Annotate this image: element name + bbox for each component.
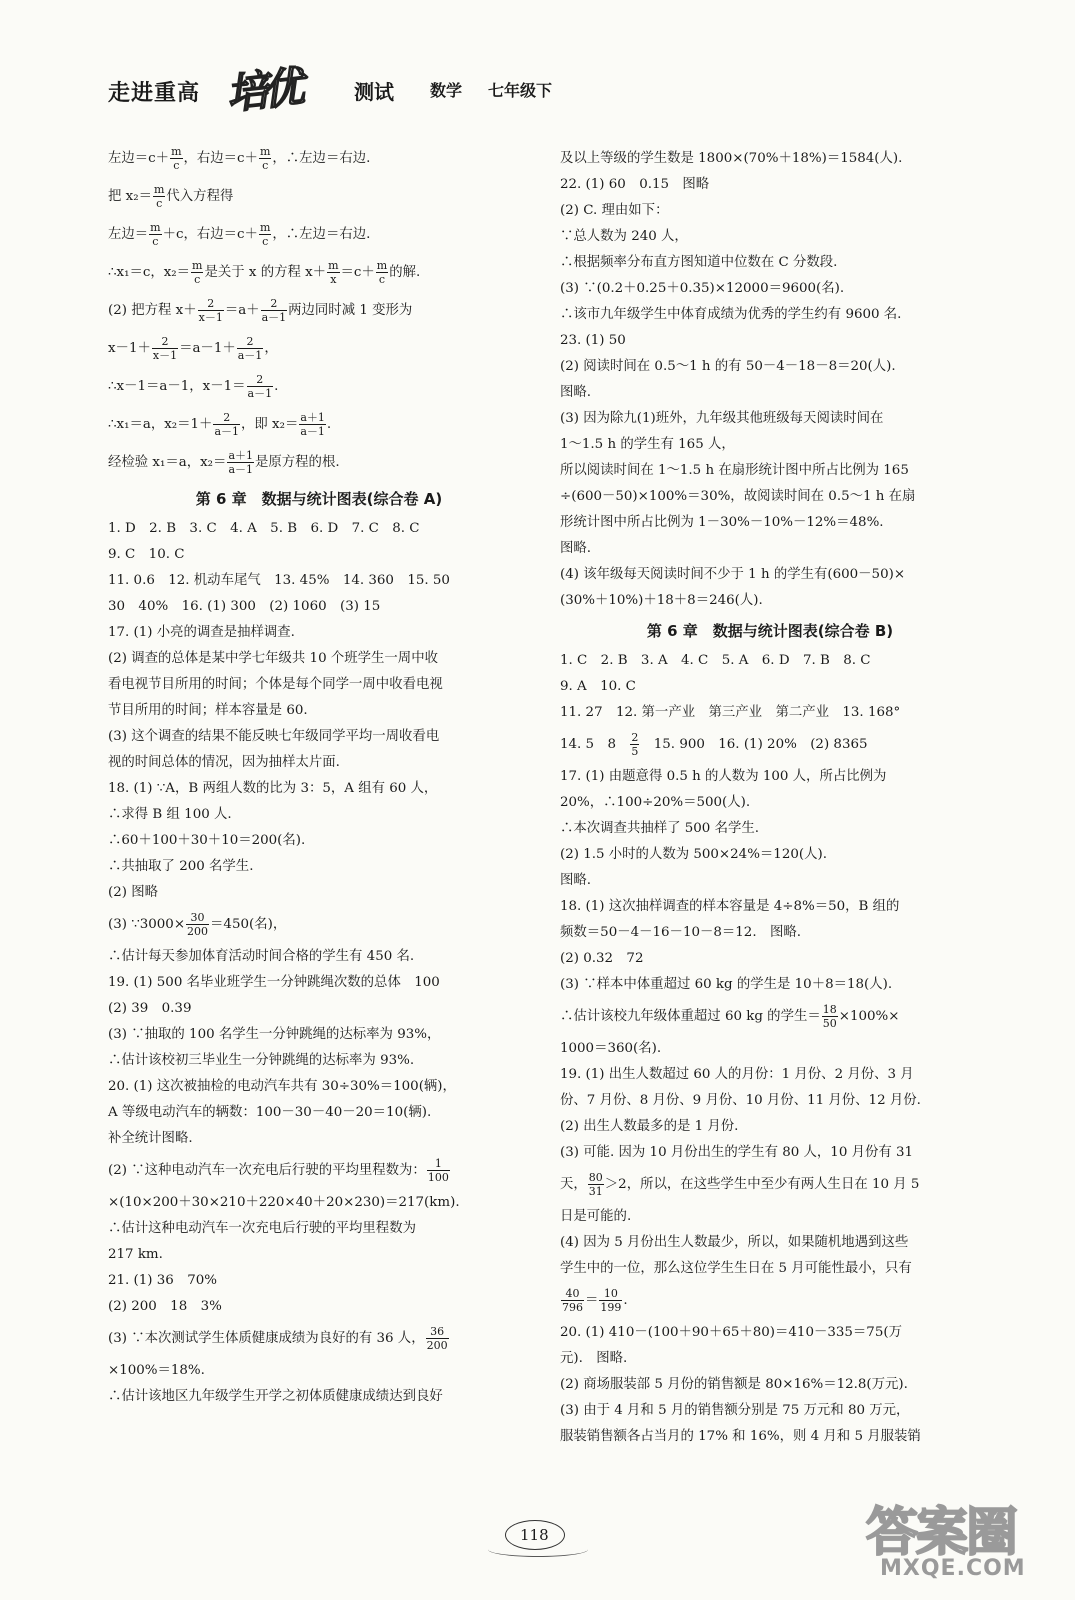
text-line: 1. D 2. B 3. C 4. A 5. B 6. D 7. C 8. C [108,521,420,536]
text-line: ∴x₁＝c，x₂＝ $\frac{m}{c}$ 是关于 x 的方程 x＋ $\frac{m}{x}$ ＝c＋ $\frac{m}{c}$ 的解. [108,259,421,286]
text-line: 9. A 10. C [560,679,636,694]
watermark-logo: 答案圈 [866,1503,1017,1563]
text-line: 20. (1) 这次被抽检的电动汽车共有 30÷30%＝100(辆)， [108,1079,456,1094]
text-line: ∴估计每天参加体育活动时间合格的学生有 450 名. [108,949,415,964]
text-line: 23. (1) 50 [560,333,626,348]
text-line: ∴估计该校初三毕业生一分钟跳绳的达标率为 93%. [108,1053,415,1068]
fraction: $\frac{m}{c}$ [171,145,182,172]
text-line: ∴求得 B 组 100 人. [108,807,232,822]
watermark-url: MXQE.COM [880,1556,1026,1581]
text-line: 21. (1) 36 70% [108,1273,217,1288]
subject-label: 数学 [430,81,463,100]
text-line: 19. (1) 出生人数超过 60 人的月份：1 月份、2 月份、3 月 [560,1067,914,1082]
fraction: $\frac{2}{a-1}$ [214,411,239,438]
text-line: 学生中的一位，那么这位学生生日在 5 月可能性最小，只有 [560,1261,912,1276]
fraction: $\frac{2}{x-1}$ [152,335,178,362]
text-line: (2) 图略 [108,885,159,900]
fraction: $\frac{m}{c}$ [376,259,388,286]
section-heading-b: 第 6 章 数据与统计图表(综合卷 B) [646,622,894,640]
text-line: 左边＝c＋ $\frac{m}{c}$ ，右边＝c＋ $\frac{m}{c}$ ，∴左边＝右边. [108,145,371,172]
text-line: 17. (1) 小亮的调查是抽样调查. [108,625,295,640]
text-line: 18. (1) 这次抽样调查的样本容量是 4÷8%＝50，B 组的 [560,899,900,914]
fraction: $\frac{m}{c}$ [150,221,161,248]
text-line: ∴估计该地区九年级学生开学之初体质健康成绩达到良好 [108,1389,443,1404]
fraction: $\frac{2}{5}$ [631,731,639,758]
text-line: (2) 商场服装部 5 月份的销售额是 80×16%＝12.8(万元). [560,1377,908,1392]
text-line: 把 x₂＝ $\frac{m}{c}$ 代入方程得 [108,183,234,210]
fraction: $\frac{2}{a-1}$ [237,335,263,362]
text-line: (2) C. 理由如下： [560,203,669,218]
text-line: 9. C 10. C [108,547,185,562]
text-line: 日是可能的. [560,1209,632,1224]
text-line: (3) ∵抽取的 100 名学生一分钟跳绳的达标率为 93%， [108,1027,441,1042]
text-line: 节目所用的时间；样本容量是 60. [108,703,308,718]
page-header [108,62,668,120]
text-line: 11. 0.6 12. 机动车尾气 13. 45% 14. 360 15. 50 [108,573,450,588]
text-line: (3) 这个调查的结果不能反映七年级同学平均一周收看电 [108,729,440,744]
fraction: $\frac{80}{31}$ [588,1171,603,1198]
right-column [560,146,980,1450]
fraction: $\frac{a+1}{a-1}$ [228,449,253,476]
text-line: (2) 0.32 72 [560,951,644,966]
text-line: (2) 39 0.39 [108,1001,192,1016]
text-line: (4) 因为 5 月份出生人数最少，所以，如果随机地遇到这些 [560,1235,909,1250]
text-line: 视的时间总体的情况，因为抽样太片面. [108,755,340,770]
text-line: 1000＝360(名). [560,1041,662,1056]
text-line: 11. 27 12. 第一产业 第三产业 第二产业 13. 168° [560,705,901,720]
text-line: ∴本次调查共抽样了 500 名学生. [560,821,760,836]
decorative-swirl [488,1542,588,1557]
fraction: $\frac{a+1}{a-1}$ [300,411,325,438]
text-line: 经检验 x₁＝a，x₂＝ $\frac{a+1}{a-1}$ 是原方程的根. [108,449,340,476]
series-logo: 培优 [223,62,301,119]
fraction: $\frac{40}{796}$ [562,1287,583,1314]
text-line: 服装销售额各占当月的 17% 和 16%，则 4 月和 5 月服装销 [560,1429,921,1444]
text-line: 图略. [560,541,592,556]
watermark [866,1490,1041,1588]
fraction: $\frac{10}{199}$ [600,1287,622,1314]
fraction: $\frac{m}{c}$ [259,221,271,248]
text-line: (3) 因为除九(1)班外，九年级其他班级每天阅读时间在 [560,411,884,426]
text-line: 补全统计图略. [108,1131,193,1146]
text-line: ÷(600－50)×100%＝30%，故阅读时间在 0.5～1 h 在扇 [560,489,916,504]
fraction: $\frac{30}{200}$ [187,911,209,938]
text-line: (30%＋10%)＋18＋8＝246(人). [560,593,763,608]
text-line: A 等级电动汽车的辆数：100－30－40－20＝10(辆). [108,1105,432,1120]
fraction: $\frac{m}{c}$ [259,145,271,172]
text-line: 14. 5 8 $\frac{2}{5}$ 15. 900 16. (1) 20% (2) 8365 [560,731,868,758]
text-line: ∵总人数为 240 人， [560,229,688,244]
text-line: 19. (1) 500 名毕业班学生一分钟跳绳次数的总体 100 [108,975,440,990]
text-line: 1. C 2. B 3. A 4. C 5. A 6. D 7. B 8. C [560,653,871,668]
text-line: (3) ∵3000× $\frac{30}{200}$ ＝450(名)， [108,911,287,938]
fraction: $\frac{m}{c}$ [153,183,165,210]
text-line: (2) 1.5 小时的人数为 500×24%＝120(人). [560,847,827,862]
fraction: $\frac{2}{x-1}$ [198,297,223,324]
text-line: ∴60＋100＋30＋10＝200(名). [108,833,306,848]
text-line: 形统计图中所占比例为 1－30%－10%－12%＝48%. [560,515,884,530]
fraction: $\frac{m}{x}$ [328,259,339,286]
text-line: 1～1.5 h 的学生有 165 人， [560,437,735,452]
text-line: 频数＝50－4－16－10－8＝12. 图略. [560,925,802,940]
text-line: 30 40% 16. (1) 300 (2) 1060 (3) 15 [108,599,381,614]
text-line: 20%，∴100÷20%＝500(人). [560,795,751,810]
text-line: 217 km. [108,1247,163,1262]
text-line: 20. (1) 410－(100＋90＋65＋80)＝410－335＝75(万 [560,1325,902,1340]
fraction: $\frac{2}{a-1}$ [261,297,287,324]
text-line: ∴估计这种电动汽车一次充电后行驶的平均里程数为 [108,1221,416,1236]
series-subtitle: 测试 [354,80,394,104]
text-line: (3) ∵(0.2＋0.25＋0.35)×12000＝9600(名). [560,281,845,296]
text-line: 17. (1) 由题意得 0.5 h 的人数为 100 人，所占比例为 [560,769,887,784]
fraction: $\frac{2}{a-1}$ [247,373,273,400]
text-line: 图略. [560,873,592,888]
text-line: x－1＋ $\frac{2}{x-1}$ ＝a－1＋ $\frac{2}{a-1}$ ， [108,335,278,362]
text-line: ∴x₁＝a，x₂＝1＋ $\frac{2}{a-1}$ ，即 x₂＝ $\frac{a+1}{a-1}$ . [108,411,332,438]
text-line: $\frac{40}{796}$ ＝ $\frac{10}{199}$ . [562,1287,628,1314]
text-line: 元). 图略. [560,1351,628,1366]
text-line: (3) ∵本次测试学生体质健康成绩为良好的有 36 人， $\frac{36}{200}$ [108,1325,448,1352]
text-line: 看电视节目所用的时间；个体是每个同学一周中收看电视 [108,677,443,692]
series-title: 走进重高 [108,81,201,106]
fraction: $\frac{36}{200}$ [426,1325,448,1352]
text-line: 图略. [560,385,592,400]
text-line: (2) 阅读时间在 0.5～1 h 的有 50－4－18－8＝20(人). [560,359,896,374]
text-line: 及以上等级的学生数是 1800×(70%＋18%)＝1584(人). [560,151,903,166]
text-line: ∴共抽取了 200 名学生. [108,859,254,874]
text-line: 所以阅读时间在 1～1.5 h 在扇形统计图中所占比例为 165 [560,463,909,478]
text-line: (2) 200 18 3% [108,1299,222,1314]
text-line: 18. (1) ∵A，B 两组人数的比为 3：5，A 组有 60 人， [108,781,438,796]
text-line: 份、7 月份、8 月份、9 月份、10 月份、11 月份、12 月份. [560,1093,921,1108]
fraction: $\frac{18}{50}$ [822,1003,837,1030]
text-line: ∴根据频率分布直方图知道中位数在 C 分数段. [560,255,838,270]
left-column [108,140,530,1410]
text-line: ∴估计该校九年级体重超过 60 kg 的学生＝ $\frac{18}{50}$ ×100%× [560,1003,900,1030]
page-number: 118 [520,1526,549,1544]
text-line: ×100%＝18%. [108,1363,205,1378]
text-line: ×(10×200＋30×210＋220×40＋20×230)＝217(km). [108,1195,460,1210]
text-line: (4) 该年级每天阅读时间不少于 1 h 的学生有(600－50)× [560,567,906,582]
text-line: (2) 调查的总体是某中学七年级共 10 个班学生一周中收 [108,651,438,666]
text-line: ∴该市九年级学生中体育成绩为优秀的学生约有 9600 名. [560,307,902,322]
section-heading-a: 第 6 章 数据与统计图表(综合卷 A) [195,490,443,508]
grade-label: 七年级下 [488,81,553,100]
text-line: (3) ∵样本中体重超过 60 kg 的学生是 10＋8＝18(人). [560,977,893,992]
text-line: (2) ∵这种电动汽车一次充电后行驶的平均里程数为： $\frac{1}{100}$ [108,1157,449,1184]
text-line: 天， $\frac{80}{31}$ ＞2，所以，在这些学生中至少有两人生日在 10 月 5 [560,1171,920,1198]
text-line: (2) 把方程 x＋ $\frac{2}{x-1}$ ＝a＋ $\frac{2}{a-1}$ 两边同时减 1 变形为 [108,297,413,324]
text-line: 22. (1) 60 0.15 图略 [560,177,710,192]
text-line: (3) 可能. 因为 10 月份出生的学生有 80 人，10 月份有 31 [560,1145,914,1160]
text-line: (3) 由于 4 月和 5 月的销售额分别是 75 万元和 80 万元， [560,1403,910,1418]
text-line: (2) 出生人数最多的是 1 月份. [560,1119,739,1134]
fraction: $\frac{m}{c}$ [192,259,203,286]
text-line: ∴x－1＝a－1，x－1＝ $\frac{2}{a-1}$ . [108,373,279,400]
fraction: $\frac{1}{100}$ [427,1157,449,1184]
answer-list-a [108,516,530,906]
text-line: 左边＝ $\frac{m}{c}$ ＋c，右边＝c＋ $\frac{m}{c}$ ，∴左边＝右边. [108,221,371,248]
